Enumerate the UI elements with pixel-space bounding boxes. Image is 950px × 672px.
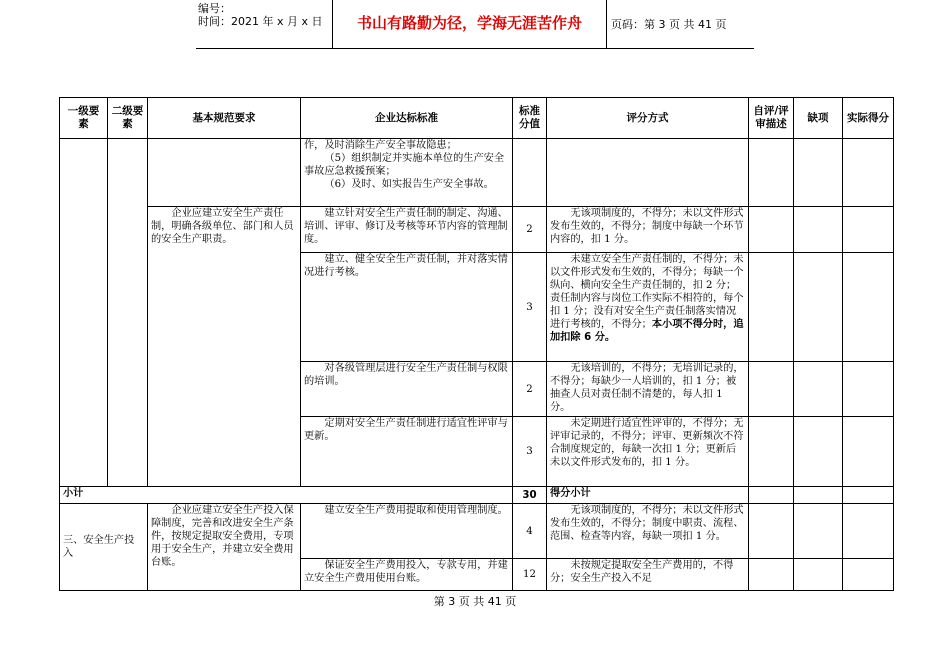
standard-cell: 定期对安全生产责任制进行适宜性评审与更新。 xyxy=(301,417,513,487)
table-row xyxy=(60,207,894,253)
subtotal-score: 30 xyxy=(513,487,547,504)
standard-cell: 对各级管理层进行安全生产责任制与权限的培训。 xyxy=(301,362,513,417)
subtotal-row xyxy=(60,487,894,504)
requirement-cell: 企业应建立安全生产责任制，明确各级单位、部门和人员的安全生产职责。 xyxy=(148,207,301,487)
missing-cell xyxy=(794,559,843,591)
level1-cell xyxy=(60,139,108,487)
level1-cell: 三、安全生产投入 xyxy=(60,504,148,591)
actual-score-cell xyxy=(843,362,894,417)
self-review-cell xyxy=(749,559,794,591)
score-cell: 12 xyxy=(513,559,547,591)
actual-score-cell xyxy=(843,207,894,253)
score-cell xyxy=(513,139,547,207)
missing-cell xyxy=(794,362,843,417)
table-row xyxy=(60,504,894,559)
col-header-level1: 一级要素 xyxy=(60,98,108,139)
missing-cell xyxy=(794,253,843,362)
standard-cell: 建立安全生产费用提取和使用管理制度。 xyxy=(301,504,513,559)
actual-score-cell xyxy=(843,417,894,487)
actual-score-cell xyxy=(843,139,894,207)
standard-line: （5）组织制定并实施本单位的生产安全事故应急救援预案； xyxy=(304,153,505,177)
col-header-self-review: 自评/评审描述 xyxy=(749,98,794,139)
level2-cell xyxy=(108,139,148,487)
standard-cell: 建立针对安全生产责任制的制定、沟通、培训、评审、修订及考核等环节内容的管理制度。 xyxy=(301,207,513,253)
missing-cell xyxy=(794,417,843,487)
score-cell: 3 xyxy=(513,253,547,362)
method-cell xyxy=(547,139,749,207)
method-penalty-text: 本小项不得分时，追加扣除 6 分。 xyxy=(550,319,744,343)
header-divider xyxy=(606,0,607,48)
standard-line: （6）及时、如实报告生产安全事故。 xyxy=(324,179,494,190)
method-text: 未建立安全生产责任制的，不得分；未以文件形式发布生效的，不得分；每缺一个纵向、横向安全生产责任制的，扣 2 分；责任制内容与岗位工作实际不相符的，每个扣 1 分；没有对安全生产责任制落实情况进行考核的，不得分； xyxy=(550,254,744,330)
score-cell: 2 xyxy=(513,207,547,253)
col-header-missing: 缺项 xyxy=(794,98,843,139)
standard-cell: 保证安全生产费用投入，专款专用，并建立安全生产费用使用台账。 xyxy=(301,559,513,591)
actual-score-cell xyxy=(843,559,894,591)
score-cell: 4 xyxy=(513,504,547,559)
page-footer: 第 3 页 共 41 页 xyxy=(433,595,517,608)
actual-score-cell xyxy=(843,504,894,559)
missing-cell xyxy=(794,139,843,207)
actual-score-cell xyxy=(843,487,894,504)
score-cell: 2 xyxy=(513,362,547,417)
table-row xyxy=(60,139,894,207)
standard-cell xyxy=(301,139,513,207)
header-page-label: 页码：第 3 页 共 41 页 xyxy=(611,18,727,31)
subtotal-label: 小计 xyxy=(60,487,513,504)
method-cell: 无该项制度的，不得分；未以文件形式发布生效的，不得分；制度中职责、流程、范围、检查等内容，每缺一项扣 1 分。 xyxy=(547,504,749,559)
col-header-standard: 企业达标标准 xyxy=(301,98,513,139)
self-review-cell xyxy=(749,207,794,253)
missing-cell xyxy=(794,487,843,504)
time-label: 时间：2021 年 x 月 x 日 xyxy=(198,15,323,28)
col-header-method: 评分方式 xyxy=(547,98,749,139)
header-motto: 书山有路勤为径，学海无涯苦作舟 xyxy=(356,14,582,32)
subtotal-label2: 得分小计 xyxy=(547,487,749,504)
page-header xyxy=(196,0,754,49)
col-header-score: 标准分值 xyxy=(513,98,547,139)
actual-score-cell xyxy=(843,253,894,362)
self-review-cell xyxy=(749,253,794,362)
self-review-cell xyxy=(749,504,794,559)
standard-cell: 建立、健全安全生产责任制，并对落实情况进行考核。 xyxy=(301,253,513,362)
method-cell: 未按规定提取安全生产费用的，不得分；安全生产投入不足 xyxy=(547,559,749,591)
col-header-requirement: 基本规范要求 xyxy=(148,98,301,139)
method-cell: 无该项制度的，不得分；未以文件形式发布生效的，不得分；制度中每缺一个环节内容的，扣 1 分。 xyxy=(547,207,749,253)
col-header-level2: 二级要素 xyxy=(108,98,148,139)
requirement-cell: 企业应建立安全生产投入保障制度，完善和改进安全生产条件，按规定提取安全费用，专项用于安全生产，并建立安全费用台账。 xyxy=(148,504,301,591)
col-header-actual-score: 实际得分 xyxy=(843,98,894,139)
self-review-cell xyxy=(749,487,794,504)
score-cell: 3 xyxy=(513,417,547,487)
header-meta xyxy=(196,0,332,48)
missing-cell xyxy=(794,207,843,253)
missing-cell xyxy=(794,504,843,559)
method-cell xyxy=(547,253,749,362)
requirement-cell xyxy=(148,139,301,207)
method-cell: 无该培训的，不得分；无培训记录的，不得分；每缺少一人培训的，扣 1 分；被抽查人员对责任制不清楚的，每人扣 1 分。 xyxy=(547,362,749,417)
self-review-cell xyxy=(749,362,794,417)
self-review-cell xyxy=(749,417,794,487)
method-cell: 未定期进行适宜性评审的，不得分；无评审记录的，不得分；评审、更新频次不符合制度规定的，每缺一次扣 1 分；更新后未以文件形式发布的，扣 1 分。 xyxy=(547,417,749,487)
self-review-cell xyxy=(749,139,794,207)
standards-table xyxy=(59,97,894,591)
number-label: 编号： xyxy=(198,2,231,15)
standard-line: 作，及时消除生产安全事故隐患； xyxy=(304,140,457,151)
table-header-row xyxy=(60,98,894,139)
